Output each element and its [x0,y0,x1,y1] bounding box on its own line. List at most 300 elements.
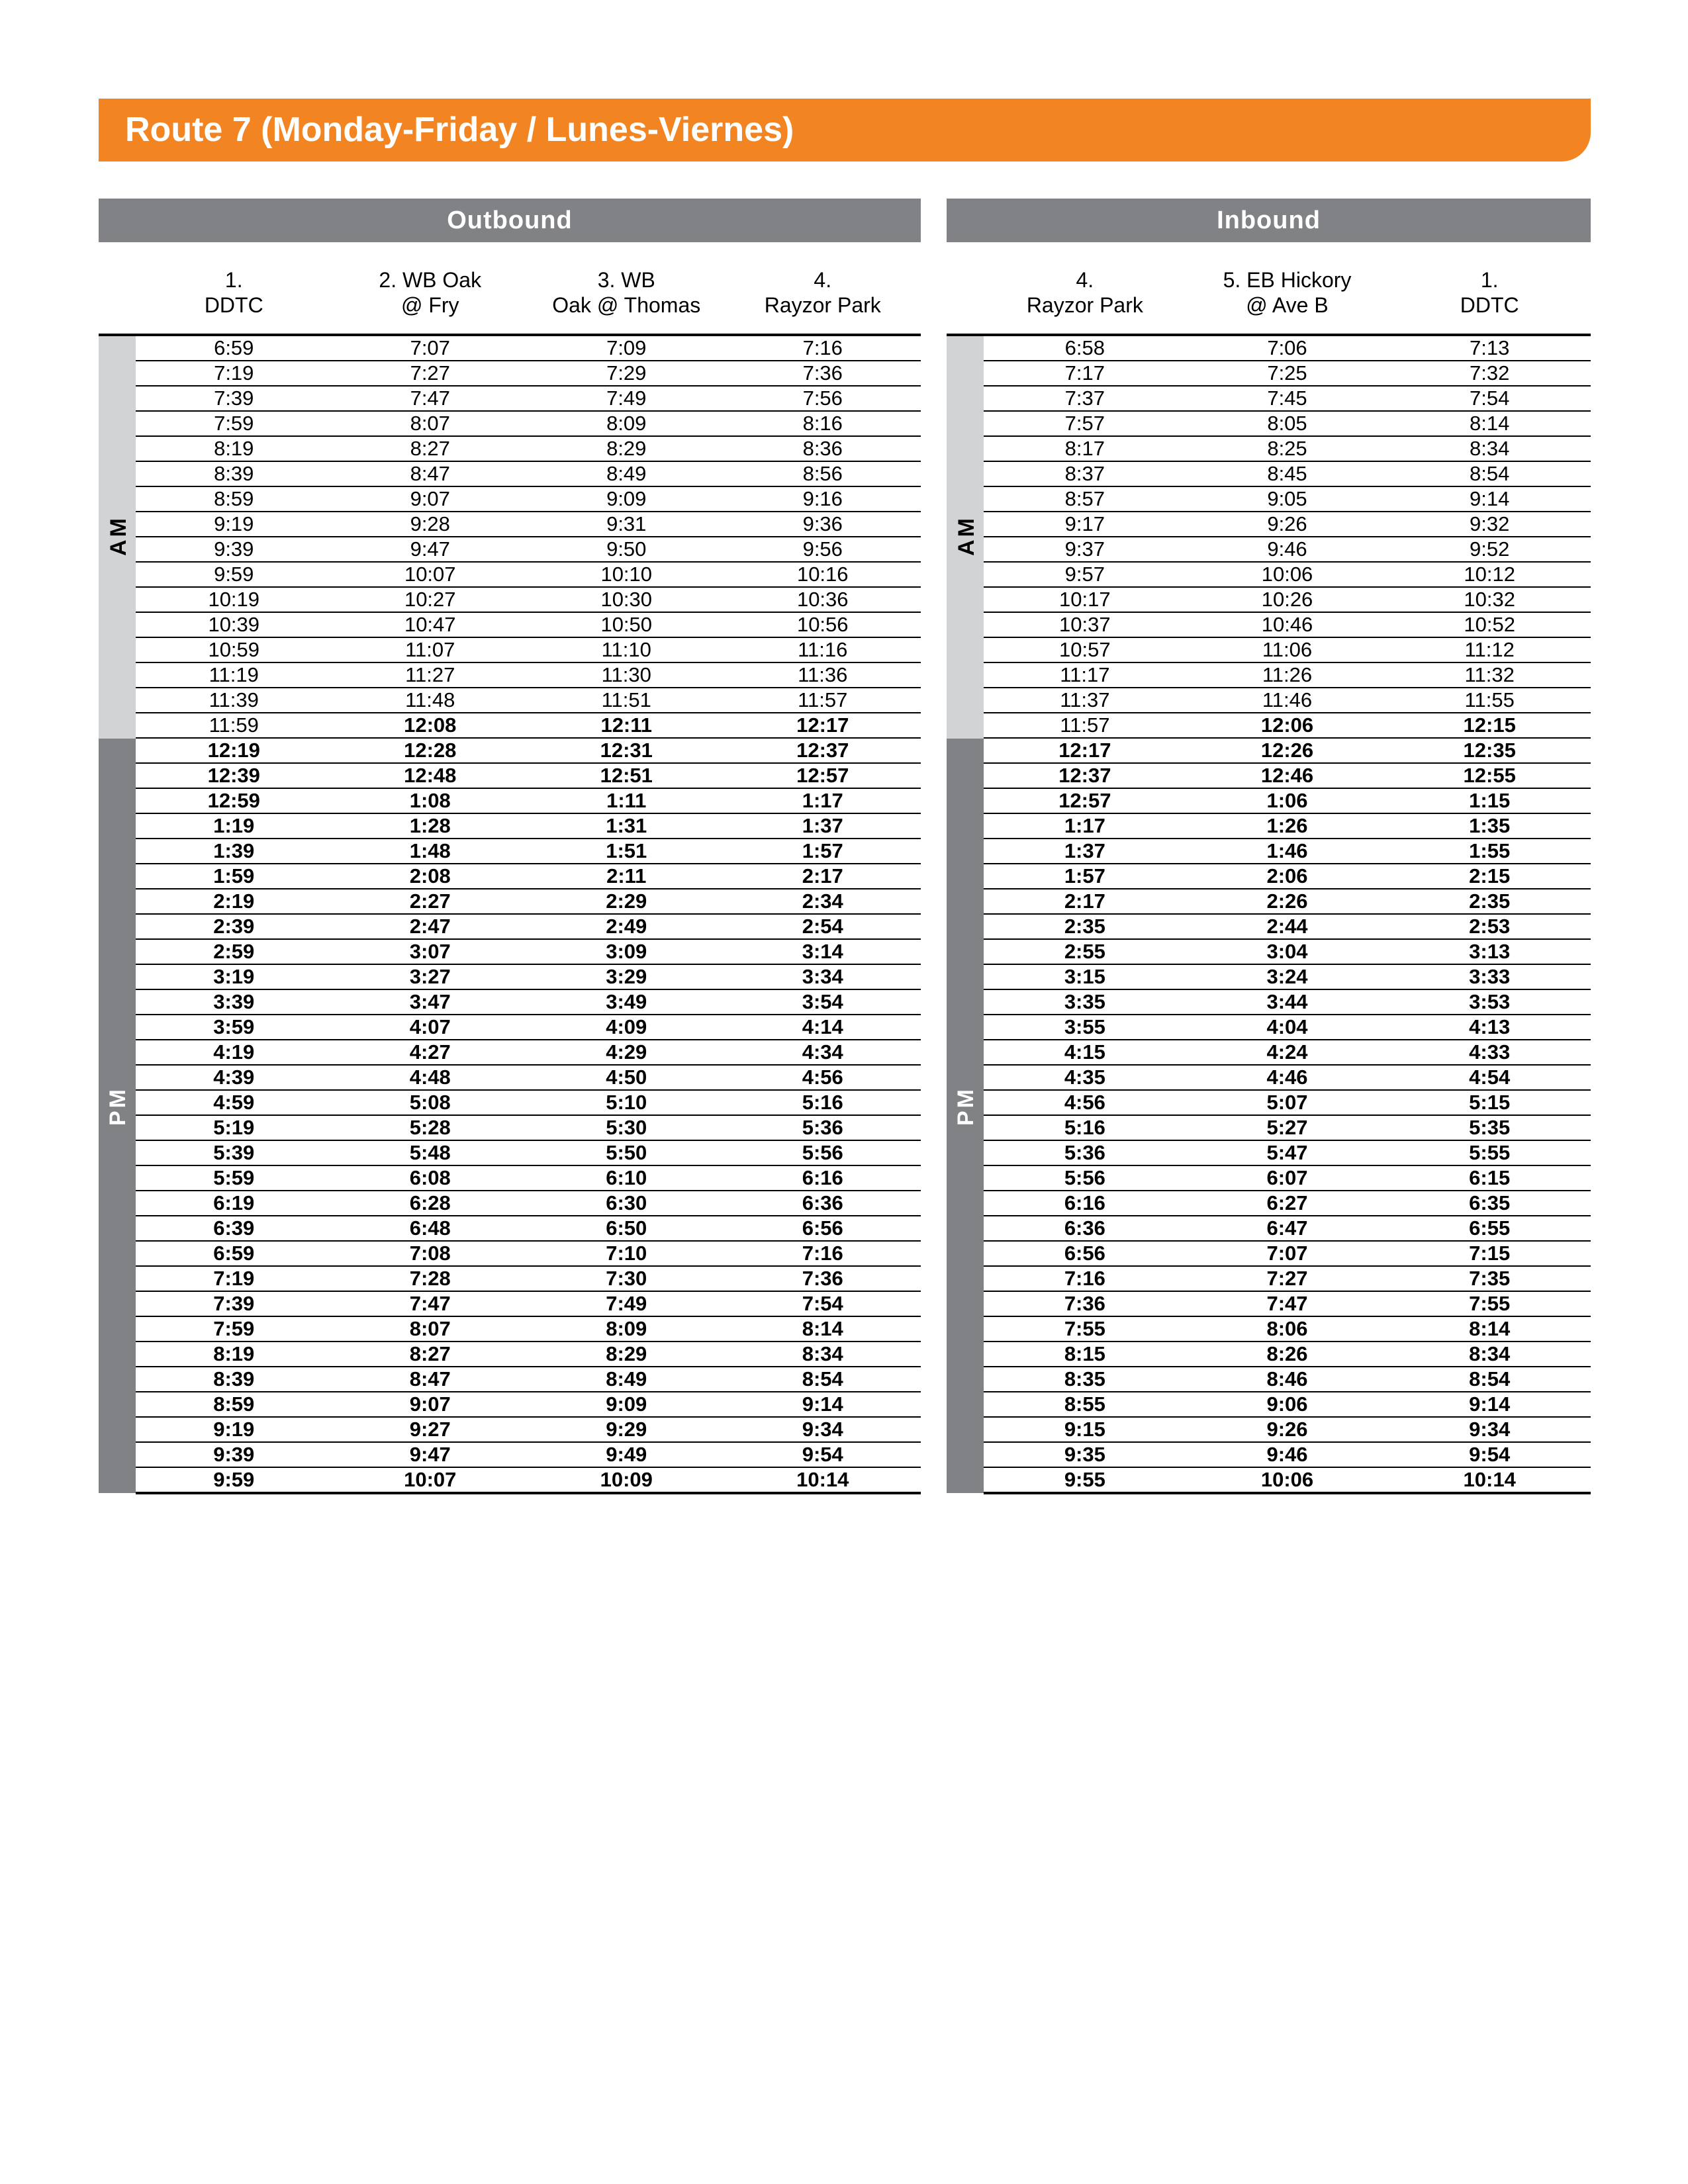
table-row [136,688,921,713]
table-row [136,588,921,613]
table-row [984,1392,1591,1418]
time-cell: 8:29 [606,1342,647,1365]
time-cell: 12:19 [207,739,260,762]
time-cell: 6:27 [1266,1191,1308,1214]
time-cell: 11:26 [1262,663,1313,686]
column-header [136,242,332,334]
time-cell: 8:26 [1266,1342,1308,1365]
column-header-number: 2. WB Oak [379,268,482,292]
table-row [136,1066,921,1091]
time-cell: 9:31 [606,512,647,535]
time-cell: 3:35 [1064,990,1105,1013]
am-label: AM [953,516,979,556]
time-cell: 8:46 [1266,1367,1308,1390]
time-cell: 9:47 [410,537,450,561]
table-row [136,1418,921,1443]
time-cell: 8:27 [410,437,450,460]
time-cell: 1:57 [802,839,843,862]
time-cell: 7:07 [1266,1242,1308,1265]
time-cell: 10:19 [208,588,260,611]
time-cell: 11:51 [601,688,651,711]
time-cell: 5:56 [802,1141,843,1164]
time-cell: 7:30 [606,1267,647,1290]
table-row [984,638,1591,663]
time-cell: 5:36 [802,1116,843,1139]
time-cell: 3:09 [606,940,647,963]
time-cell: 6:47 [1266,1216,1308,1240]
time-cell: 9:57 [1064,563,1105,586]
time-cell: 7:55 [1064,1317,1105,1340]
time-cell: 8:27 [409,1342,451,1365]
time-cell: 5:59 [213,1166,255,1189]
table-row [984,487,1591,512]
time-cell: 10:37 [1059,613,1111,636]
time-cell: 4:35 [1064,1066,1105,1089]
time-cell: 7:56 [802,387,843,410]
time-cell: 7:49 [606,1292,647,1315]
table-row [136,1342,921,1367]
time-cell: 5:35 [1469,1116,1511,1139]
table-row [136,512,921,537]
table-row [136,864,921,889]
table-row [984,563,1591,588]
time-cell: 1:11 [606,789,647,812]
time-cell: 4:09 [606,1015,647,1038]
time-cell: 8:14 [1470,412,1510,435]
time-cell: 8:14 [802,1317,843,1340]
column-header-number: 1. [224,268,243,292]
table-row [984,462,1591,487]
time-cell: 3:24 [1266,965,1308,988]
table-row [984,1015,1591,1040]
time-cell: 7:36 [802,361,843,385]
time-cell: 12:17 [1058,739,1111,762]
time-cell: 7:54 [1470,387,1510,410]
time-cell: 8:59 [214,487,254,510]
time-cell: 9:15 [1064,1418,1105,1441]
column-header-stop: @ Ave B [1246,293,1329,317]
table-row [136,1166,921,1191]
time-cell: 8:45 [1267,462,1307,485]
table-row [984,663,1591,688]
time-cell: 6:35 [1469,1191,1511,1214]
time-cell: 3:07 [409,940,451,963]
table-row [136,1091,921,1116]
time-cell: 12:28 [404,739,457,762]
time-cell: 7:59 [214,412,254,435]
outbound-column-headers [99,242,921,334]
time-cell: 7:47 [1266,1292,1308,1315]
time-cell: 7:25 [1267,361,1307,385]
time-cell: 7:32 [1470,361,1510,385]
table-row [984,437,1591,462]
time-cell: 7:49 [606,387,647,410]
time-cell: 12:37 [796,739,849,762]
column-header-stop: Oak @ Thomas [552,293,701,317]
time-cell: 10:47 [404,613,456,636]
time-cell: 8:09 [606,1317,647,1340]
time-cell: 7:16 [802,336,843,359]
table-row [984,965,1591,990]
table-row [136,1015,921,1040]
time-cell: 4:14 [802,1015,843,1038]
time-cell: 5:15 [1469,1091,1511,1114]
table-row [136,638,921,663]
table-row [984,412,1591,437]
time-cell: 4:04 [1266,1015,1308,1038]
pm-label: PM [953,1087,978,1126]
time-cell: 9:59 [213,1468,255,1491]
column-header [725,242,921,334]
time-cell: 10:12 [1464,563,1515,586]
table-row [136,839,921,864]
inbound-column-headers [947,242,1591,334]
time-cell: 5:48 [409,1141,451,1164]
time-cell: 6:39 [213,1216,255,1240]
time-cell: 9:39 [214,537,254,561]
time-cell: 1:08 [409,789,451,812]
time-cell: 11:37 [1060,688,1110,711]
table-row [136,663,921,688]
time-cell: 3:33 [1469,965,1511,988]
time-cell: 8:34 [1470,437,1510,460]
time-cell: 8:35 [1064,1367,1105,1390]
time-cell: 5:19 [213,1116,255,1139]
table-row [136,412,921,437]
time-cell: 8:17 [1064,437,1105,460]
time-cell: 2:26 [1266,889,1308,913]
time-cell: 10:16 [796,563,849,586]
time-cell: 11:17 [1060,663,1110,686]
time-cell: 6:58 [1064,336,1105,359]
time-cell: 5:16 [802,1091,843,1114]
time-cell: 1:48 [409,839,451,862]
time-cell: 7:36 [802,1267,843,1290]
time-cell: 9:56 [802,537,843,561]
time-cell: 10:59 [208,638,260,661]
time-cell: 8:34 [1469,1342,1511,1365]
table-row [136,990,921,1015]
time-cell: 9:27 [409,1418,451,1441]
time-cell: 3:27 [409,965,451,988]
time-cell: 9:37 [1064,537,1105,561]
time-cell: 11:32 [1464,663,1515,686]
time-cell: 2:34 [802,889,843,913]
time-cell: 9:14 [1469,1392,1511,1416]
time-cell: 3:13 [1469,940,1511,963]
time-cell: 11:57 [1060,713,1110,737]
time-cell: 10:06 [1261,563,1313,586]
time-cell: 12:39 [207,764,260,787]
time-cell: 2:54 [802,915,843,938]
table-row [984,739,1591,764]
time-cell: 9:19 [214,512,254,535]
table-row [984,1267,1591,1292]
time-cell: 11:27 [405,663,455,686]
time-cell: 12:51 [600,764,653,787]
table-row [136,713,921,739]
time-cell: 7:13 [1470,336,1510,359]
time-cell: 12:57 [796,764,849,787]
time-cell: 9:46 [1267,537,1307,561]
time-cell: 4:56 [802,1066,843,1089]
time-cell: 11:16 [798,638,848,661]
time-cell: 7:54 [802,1292,843,1315]
table-row [136,764,921,789]
time-cell: 2:15 [1469,864,1511,887]
time-cell: 1:55 [1469,839,1511,862]
table-row [136,563,921,588]
table-row [136,613,921,638]
time-cell: 10:32 [1464,588,1515,611]
time-cell: 4:39 [213,1066,255,1089]
time-cell: 9:29 [606,1418,647,1441]
time-cell: 2:17 [1064,889,1105,913]
table-row [984,1216,1591,1242]
time-cell: 1:15 [1469,789,1511,812]
am-band [99,336,136,739]
time-cell: 8:37 [1064,462,1105,485]
time-cell: 1:51 [606,839,647,862]
time-cell: 11:10 [601,638,651,661]
table-row [136,487,921,512]
time-cell: 2:44 [1266,915,1308,938]
time-cell: 6:55 [1469,1216,1511,1240]
time-cell: 2:47 [409,915,451,938]
time-cell: 5:55 [1469,1141,1511,1164]
time-cell: 4:50 [606,1066,647,1089]
time-cell: 9:54 [802,1443,843,1466]
time-cell: 5:10 [606,1091,647,1114]
time-cell: 6:10 [606,1166,647,1189]
time-cell: 9:07 [410,487,450,510]
time-cell: 12:06 [1260,713,1314,737]
time-cell: 9:09 [606,487,647,510]
time-cell: 10:50 [600,613,653,636]
time-cell: 10:06 [1260,1468,1314,1491]
table-row [136,336,921,361]
time-cell: 7:27 [1266,1267,1308,1290]
time-cell: 3:54 [802,990,843,1013]
time-cell: 6:48 [409,1216,451,1240]
time-cell: 1:28 [409,814,451,837]
time-cell: 8:47 [410,462,450,485]
time-cell: 8:55 [1064,1392,1105,1416]
time-cell: 10:52 [1464,613,1515,636]
time-cell: 7:16 [802,1242,843,1265]
time-cell: 2:29 [606,889,647,913]
time-cell: 11:59 [209,713,259,737]
time-cell: 2:11 [606,864,647,887]
time-cell: 12:35 [1463,739,1516,762]
time-cell: 9:16 [802,487,843,510]
time-cell: 6:56 [802,1216,843,1240]
time-cell: 1:37 [802,814,843,837]
time-cell: 8:19 [214,437,254,460]
time-cell: 6:30 [606,1191,647,1214]
time-cell: 8:54 [1469,1367,1511,1390]
time-cell: 6:19 [213,1191,255,1214]
time-cell: 8:25 [1267,437,1307,460]
time-cell: 7:15 [1469,1242,1511,1265]
time-cell: 3:19 [213,965,255,988]
time-cell: 12:26 [1260,739,1314,762]
time-cell: 6:36 [1064,1216,1105,1240]
time-cell: 2:59 [213,940,255,963]
time-cell: 2:53 [1469,915,1511,938]
time-cell: 5:30 [606,1116,647,1139]
table-row [136,1317,921,1342]
time-cell: 3:34 [802,965,843,988]
time-cell: 1:59 [213,864,255,887]
time-cell: 2:39 [213,915,255,938]
time-cell: 8:54 [802,1367,843,1390]
table-row [984,688,1591,713]
time-cell: 1:06 [1266,789,1308,812]
page-title: Route 7 (Monday-Friday / Lunes-Viernes) [125,111,794,149]
time-cell: 9:47 [409,1443,451,1466]
time-cell: 11:06 [1262,638,1313,661]
time-cell: 3:39 [213,990,255,1013]
inbound-rows [984,336,1591,1494]
table-row [984,1242,1591,1267]
table-row [136,1141,921,1166]
column-header-number: 1. [1480,268,1499,292]
table-row [984,361,1591,387]
time-cell: 11:19 [209,663,259,686]
time-cell: 2:35 [1469,889,1511,913]
time-cell: 9:09 [606,1392,647,1416]
time-cell: 5:07 [1266,1091,1308,1114]
time-cell: 12:11 [600,713,653,737]
time-cell: 5:39 [213,1141,255,1164]
table-row [984,1141,1591,1166]
time-cell: 10:36 [796,588,849,611]
time-cell: 11:30 [601,663,651,686]
time-cell: 6:50 [606,1216,647,1240]
period-column [947,336,984,1494]
time-cell: 5:08 [409,1091,451,1114]
time-cell: 9:26 [1266,1418,1308,1441]
column-header-stop: DDTC [204,293,263,317]
time-cell: 11:46 [1262,688,1313,711]
table-row [136,1392,921,1418]
time-cell: 1:17 [802,789,843,812]
table-row [136,537,921,563]
time-cell: 1:37 [1064,839,1105,862]
time-cell: 7:39 [214,387,254,410]
time-cell: 10:09 [600,1468,653,1491]
time-cell: 6:36 [802,1191,843,1214]
time-cell: 5:47 [1266,1141,1308,1164]
time-cell: 7:36 [1064,1292,1105,1315]
table-row [984,1418,1591,1443]
time-cell: 2:35 [1064,915,1105,938]
column-header [332,242,529,334]
time-cell: 8:49 [606,1367,647,1390]
time-cell: 9:19 [213,1418,255,1441]
table-row [984,1468,1591,1494]
column-header [984,242,1186,334]
table-row [136,1468,921,1494]
time-cell: 9:52 [1470,537,1510,561]
time-cell: 7:08 [409,1242,451,1265]
time-cell: 4:46 [1266,1066,1308,1089]
table-row [984,1066,1591,1091]
time-cell: 8:56 [802,462,843,485]
time-cell: 6:08 [409,1166,451,1189]
time-cell: 3:59 [213,1015,255,1038]
time-cell: 7:07 [410,336,450,359]
table-row [984,1292,1591,1317]
time-cell: 7:10 [606,1242,647,1265]
time-cell: 1:57 [1064,864,1105,887]
table-row [984,940,1591,965]
time-cell: 6:59 [213,1242,255,1265]
time-cell: 7:47 [410,387,450,410]
time-cell: 10:07 [404,563,456,586]
time-cell: 3:47 [409,990,451,1013]
time-cell: 2:17 [802,864,843,887]
column-header [1186,242,1389,334]
time-cell: 1:35 [1469,814,1511,837]
outbound-table [99,199,921,1494]
table-row [984,789,1591,814]
inbound-table [947,199,1591,1494]
time-cell: 3:44 [1266,990,1308,1013]
time-cell: 9:46 [1266,1443,1308,1466]
table-row [984,915,1591,940]
time-cell: 8:57 [1064,487,1105,510]
table-row [984,990,1591,1015]
table-row [984,889,1591,915]
time-cell: 9:55 [1064,1468,1105,1491]
time-cell: 9:49 [606,1443,647,1466]
time-cell: 7:29 [606,361,647,385]
inbound-header: Inbound [947,199,1591,242]
time-cell: 8:06 [1266,1317,1308,1340]
time-cell: 10:30 [600,588,653,611]
time-cell: 5:50 [606,1141,647,1164]
time-cell: 7:28 [409,1267,451,1290]
time-cell: 8:19 [213,1342,255,1365]
table-row [136,789,921,814]
time-cell: 4:54 [1469,1066,1511,1089]
time-cell: 7:27 [410,361,450,385]
inbound-body [947,336,1591,1494]
time-cell: 1:31 [606,814,647,837]
table-row [984,1367,1591,1392]
time-cell: 4:13 [1469,1015,1511,1038]
table-row [984,839,1591,864]
time-cell: 4:19 [213,1040,255,1064]
time-cell: 3:29 [606,965,647,988]
period-column [99,336,136,1494]
time-cell: 8:29 [606,437,647,460]
pm-band [947,739,984,1493]
table-row [136,915,921,940]
column-header-number: 3. WB [597,268,655,292]
time-cell: 8:36 [802,437,843,460]
time-cell: 4:33 [1469,1040,1511,1064]
time-cell: 11:48 [405,688,455,711]
time-cell: 4:48 [409,1066,451,1089]
time-cell: 9:06 [1266,1392,1308,1416]
time-cell: 8:07 [410,412,450,435]
time-cell: 5:27 [1266,1116,1308,1139]
time-cell: 4:07 [409,1015,451,1038]
time-cell: 12:55 [1463,764,1516,787]
